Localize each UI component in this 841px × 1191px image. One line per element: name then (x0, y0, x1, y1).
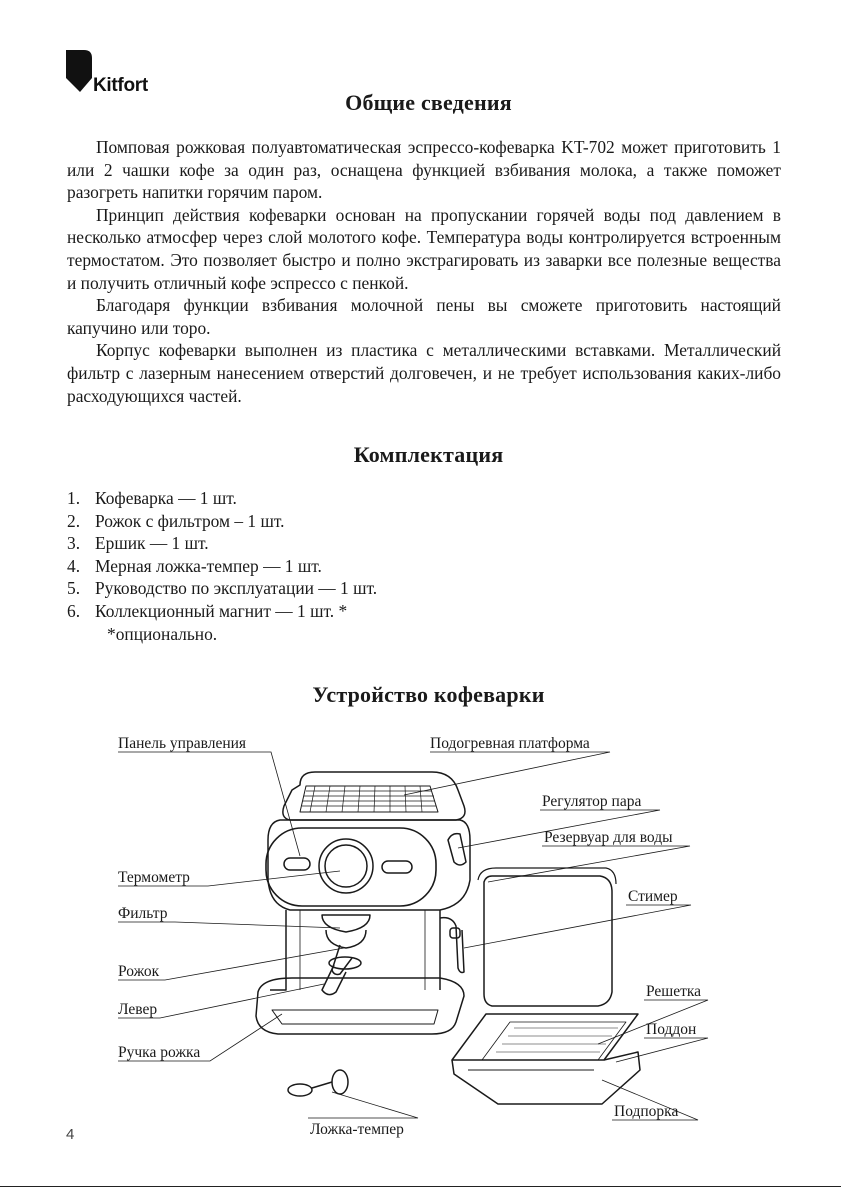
label-portafilter: Рожок (118, 963, 160, 980)
label-spoon-tamper: Ложка-темпер (310, 1121, 404, 1138)
brand-name: Kitfort (93, 75, 148, 96)
item-number: 3. (67, 533, 81, 554)
list-item (67, 532, 667, 555)
item-text: Кофеварка — 1 шт. (95, 488, 237, 508)
list-item (67, 577, 667, 600)
label-steamer: Стимер (628, 888, 678, 905)
paragraph: Корпус кофеварки выполнен из пластика с металлическими вставками. Металлический фильтр с лазерным нанесением отверстий долговечен, и не требует использования каких-либо расходующихся частей. (67, 340, 781, 406)
machine-illustration (256, 772, 640, 1104)
item-number: 1. (67, 488, 81, 508)
paragraph: Благодаря функции взбивания молочной пены вы сможете приготовить настоящий капучино или торо. (67, 295, 781, 338)
label-filter: Фильтр (118, 905, 168, 922)
item-number: 4. (67, 555, 81, 576)
label-control-panel: Панель управления (118, 735, 247, 752)
label-thermometer: Термометр (118, 869, 190, 886)
label-support: Подпорка (614, 1103, 679, 1120)
label-portafilter-handle: Ручка рожка (118, 1044, 201, 1061)
item-number: 6. (67, 600, 81, 621)
kit-list (67, 487, 667, 645)
general-text (67, 136, 781, 407)
label-lever: Левер (118, 1001, 158, 1018)
section-title-kit: Комплектация (353, 442, 504, 467)
label-steam-regulator: Регулятор пара (542, 793, 642, 810)
item-text: Руководство по эксплуатации — 1 шт. (95, 578, 378, 599)
diagram-labels (118, 735, 701, 1138)
list-item (67, 510, 667, 533)
item-number: 2. (67, 510, 81, 531)
label-warming-platform: Подогревная платформа (430, 735, 590, 752)
item-number: 5. (67, 578, 81, 599)
list-item (67, 600, 667, 623)
paragraph: Помповая рожковая полуавтоматическая эспрессо-кофеварка KT-702 может приготовить 1 или 2 чашки кофе за один раз, оснащена функцией взбивания молока, а также поможет разогреть напитки горячим паром. (67, 137, 781, 203)
paragraph: Принцип действия кофеварки основан на пропускании горячей воды под давлением в несколько атмосфер через слой молотого кофе. Температура воды контролируется встроенным термостатом. Это позволяет быстро и полно экстрагировать из заварки все полезные вещества и получить отличный кофе эспрессо с пенкой. (67, 204, 781, 293)
item-text: Коллекционный магнит — 1 шт. * (95, 600, 348, 621)
list-item (67, 555, 667, 578)
page-bottom-rule (0, 1186, 841, 1187)
item-text: Ершик — 1 шт. (95, 533, 209, 554)
item-text: Мерная ложка-темпер — 1 шт. (95, 555, 322, 576)
list-item (67, 487, 667, 510)
item-text: Рожок с фильтром – 1 шт. (95, 510, 285, 531)
label-tray: Поддон (646, 1021, 697, 1038)
coffee-machine-diagram (0, 700, 841, 1145)
label-water-tank: Резервуар для воды (544, 829, 673, 846)
page-number: 4 (66, 1126, 75, 1143)
label-grate: Решетка (646, 983, 702, 1000)
section-title-device: Устройство кофеварки (312, 682, 545, 707)
section-title-general: Общие сведения (345, 90, 512, 115)
footnote: *опционально. (107, 623, 218, 644)
